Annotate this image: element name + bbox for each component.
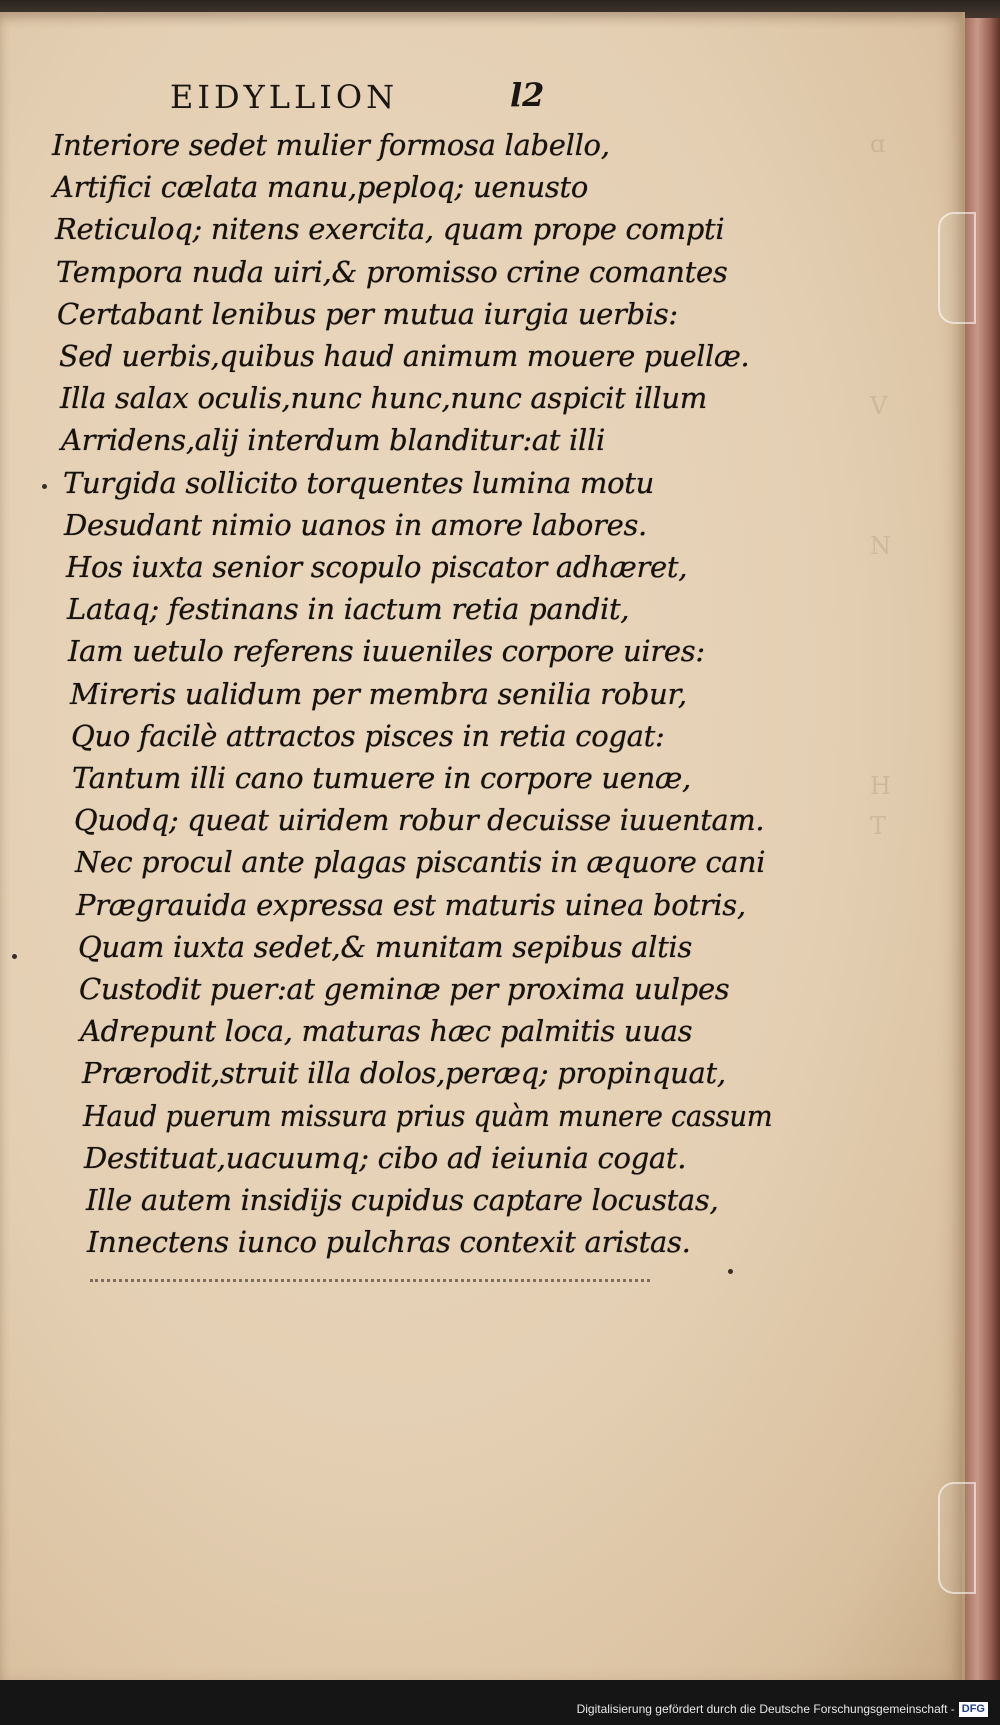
- verse-line: Sed uerbis,quibus haud animum mouere puellæ.: [59, 339, 750, 373]
- verse-line: Certabant lenibus per mutua iurgia uerbis:: [57, 297, 678, 331]
- verse-line: Ille autem insidijs cupidus captare locustas,: [86, 1183, 719, 1217]
- show-through-mark: ɑ: [870, 130, 887, 158]
- verse-line: Iam uetulo referens iuueniles corpore uires:: [68, 634, 705, 668]
- verse-line: Hos iuxta senior scopulo piscator adhæret,: [66, 550, 688, 584]
- digitization-credit: [577, 1702, 988, 1720]
- margin-mark: [12, 954, 17, 959]
- verse-line: Quam iuxta sedet,& munitam sepibus altis: [78, 930, 692, 964]
- verse-line: Adrepunt loca, maturas hæc palmitis uuas: [80, 1014, 693, 1048]
- verse-block: [0, 12, 962, 1684]
- verse-line: Nec procul ante plagas piscantis in æquore cani: [75, 845, 766, 879]
- book-page: [0, 12, 965, 1684]
- verse-line: Quodq; queat uiridem robur decuisse iuuentam.: [74, 803, 765, 837]
- verse-line: Interiore sedet mulier formosa labello,: [52, 128, 610, 162]
- verse-line: Illa salax oculis,nunc hunc,nunc aspicit illum: [60, 381, 707, 415]
- margin-mark: [42, 484, 47, 489]
- show-through-mark: N: [870, 532, 892, 560]
- credit-text: Digitalisierung gefördert durch die Deutsche Forschungsgemeinschaft -: [576, 1702, 955, 1716]
- running-head: EIDYLLION: [170, 78, 399, 116]
- verse-line: Prærodit,struit illa dolos,peræq; propinquat,: [82, 1056, 726, 1090]
- show-through-mark: V: [870, 392, 889, 420]
- verse-line: Reticuloq; nitens exercita, quam prope compti: [55, 212, 725, 246]
- verse-line: Tantum illi cano tumuere in corpore uenæ,: [72, 761, 691, 795]
- verse-line: Destituat,uacuumq; cibo ad ieiunia cogat.: [84, 1141, 687, 1175]
- verse-line: Innectens iunco pulchras contexit aristas.: [87, 1225, 691, 1259]
- show-through-mark: H: [870, 772, 892, 800]
- verse-line: Quo facilè attractos pisces in retia cogat:: [71, 719, 665, 753]
- folio-number: l2: [510, 76, 545, 114]
- verse-line: Haud puerum missura prius quàm munere cassum: [83, 1099, 773, 1133]
- verse-line: Prægrauida expressa est maturis uinea botris,: [76, 888, 746, 922]
- dfg-logo: DFG: [959, 1702, 988, 1717]
- verse-line: Turgida sollicito torquentes lumina motu: [63, 466, 654, 500]
- show-through-mark: T: [870, 812, 888, 840]
- verse-line: Tempora nuda uiri,& promisso crine comantes: [56, 255, 728, 289]
- verse-line: Lataq; festinans in iactum retia pandit,: [67, 592, 630, 626]
- verse-line: Desudant nimio uanos in amore labores.: [64, 508, 647, 542]
- bottom-trace-line: [90, 1279, 650, 1286]
- verse-line: Custodit puer:at geminæ per proxima uulpes: [79, 972, 730, 1006]
- margin-mark: [728, 1269, 733, 1274]
- verse-line: Artifici cælata manu,peploq; uenusto: [53, 170, 589, 204]
- verse-line: Mireris ualidum per membra senilia robur,: [70, 677, 687, 711]
- verse-line: Arridens,alij interdum blanditur:at illi: [61, 423, 605, 457]
